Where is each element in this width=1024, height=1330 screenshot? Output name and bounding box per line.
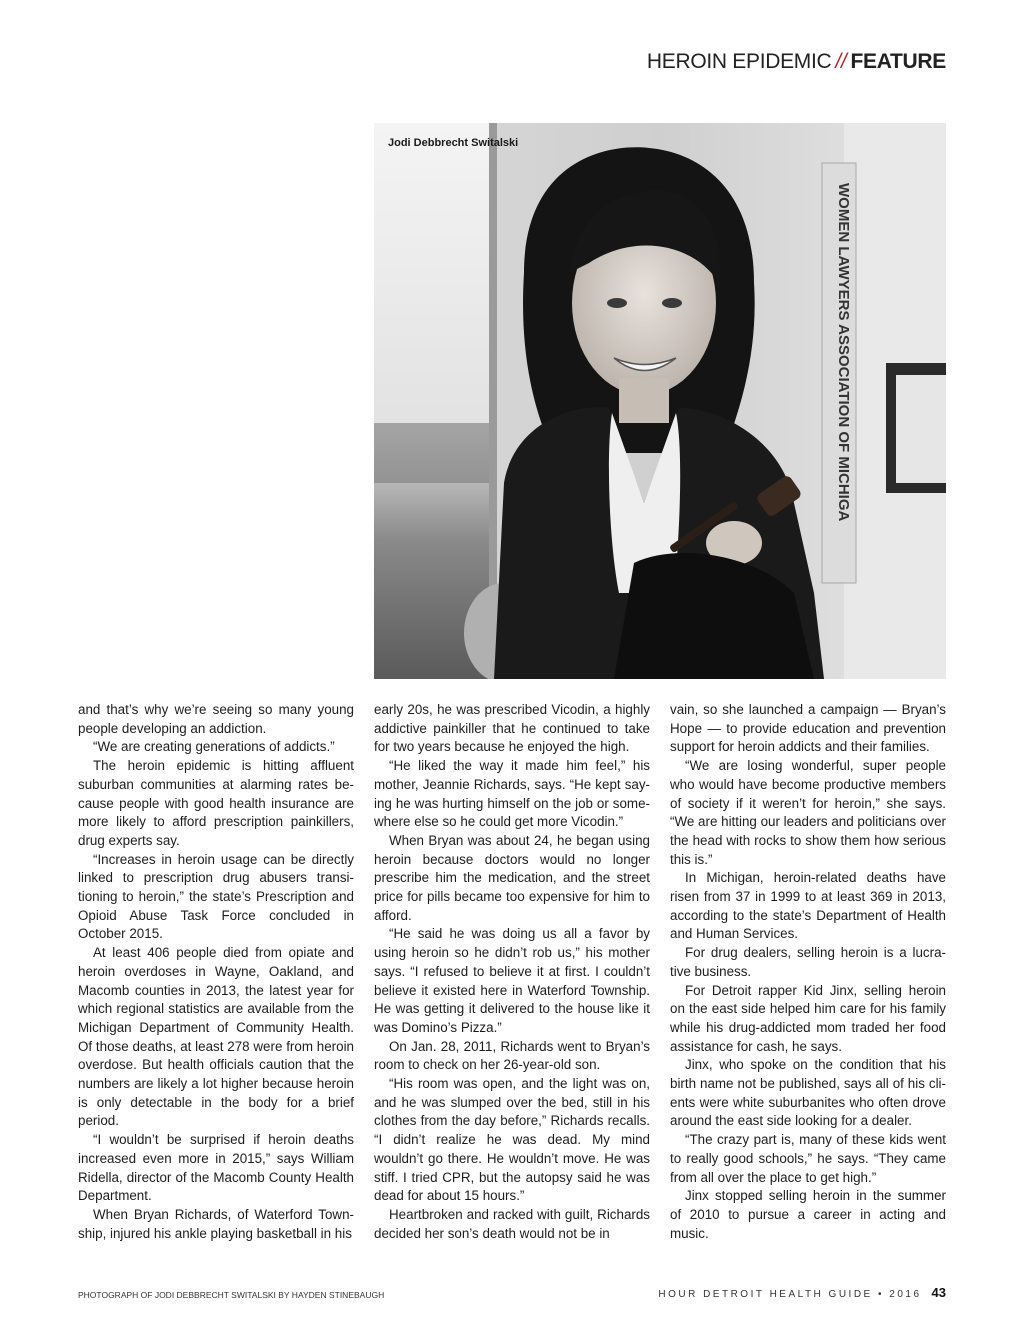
photo-caption: Jodi Debbrecht Switalski xyxy=(388,137,519,149)
paragraph: In Michigan, heroin-related deaths have risen from 37 in 1999 to at least 369 in 2013, according to the state’s Department of Health and Human Services. xyxy=(670,870,946,942)
paragraph: “He liked the way it made him feel,” his mother, Jeannie Richards, says. “He kept saying he was hurting himself on the job or somewhere else so he could get more Vicodin.” xyxy=(374,758,650,830)
article-column-1 xyxy=(78,701,354,1243)
paragraph: Jinx stopped selling heroin in the summer of 2010 to pursue a career in acting and music. xyxy=(670,1188,946,1241)
article-column-2 xyxy=(374,701,650,1243)
article-column-3 xyxy=(670,701,946,1243)
paragraph: early 20s, he was prescribed Vicodin, a highly addictive painkiller that he continued to take for two years because he enjoyed the high. xyxy=(374,702,650,755)
photo-credit: PHOTOGRAPH OF JODI DEBBRECHT SWITALSKI BY HAYDEN STINEBAUGH xyxy=(78,1290,385,1300)
page-footer xyxy=(658,1285,946,1300)
section-header xyxy=(647,50,946,74)
feature-label: FEATURE xyxy=(850,50,946,73)
paragraph: “We are losing wonderful, super people who would have become productive members of society if it weren’t for heroin,” she says. “We are hitting our leaders and politicians over the head with rocks to show them how serious this is.” xyxy=(670,758,946,867)
section-title: HEROIN EPIDEMIC xyxy=(646,50,832,73)
paragraph: vain, so she launched a campaign — Bryan’s Hope — to provide education and prevention support for heroin addicts and their families. xyxy=(670,702,946,755)
paragraph: When Bryan was about 24, he began using heroin because doctors would no longer prescribe him the medication, and the street price for pills became too expensive for him to afford. xyxy=(374,832,650,923)
paragraph: “His room was open, and the light was on, and he was slumped over the bed, still in his clothes from the day before,” Richards recalls. “I didn’t realize he was dead. My mind wouldn’t go there. He wouldn’t move. He was stiff. I tried CPR, but the autopsy said he was dead for about 15 hours.” xyxy=(374,1076,650,1204)
banner-text: WOMEN LAWYERS ASSOCIATION OF MICHIGA xyxy=(835,183,852,522)
paragraph: “He said he was doing us all a favor by using heroin so he didn’t rob us,” his mother says. “I refused to believe it at first. I couldn’t believe it existed here in Waterford Township. He was getting it delivered to the house like it was Domino’s Pizza.” xyxy=(374,926,650,1035)
paragraph: and that’s why we’re seeing so many young people developing an addiction. xyxy=(78,702,354,736)
page-number: 43 xyxy=(931,1285,946,1300)
paragraph: “Increases in heroin usage can be directly linked to prescription drug abusers transitioning to heroin,” the state’s Prescription and Opioid Abuse Task Force concluded in October 2015. xyxy=(78,851,354,942)
paragraph: Jinx, who spoke on the condition that his birth name not be published, says all of his clients were white suburbanites who often drove around the east side looking for a dealer. xyxy=(670,1057,946,1129)
paragraph: On Jan. 28, 2011, Richards went to Bryan’s room to check on her 26-year-old son. xyxy=(374,1038,650,1073)
portrait-illustration xyxy=(374,123,946,679)
paragraph: For drug dealers, selling heroin is a lucrative business. xyxy=(670,945,946,979)
paragraph: Heartbroken and racked with guilt, Richards decided her son’s death would not be in xyxy=(374,1206,650,1241)
portrait-photo xyxy=(374,123,946,679)
publication-name: HOUR DETROIT HEALTH GUIDE • 2016 xyxy=(658,1289,922,1300)
paragraph: “The crazy part is, many of these kids went to really good schools,” he says. “They came from all over the place to get high.” xyxy=(670,1132,946,1185)
paragraph: When Bryan Richards, of Waterford Township, injured his ankle playing basketball in his xyxy=(78,1206,354,1241)
paragraph: “I wouldn’t be surprised if heroin deaths increased even more in 2015,” says William Ridella, director of the Macomb County Health Department. xyxy=(78,1132,354,1204)
header-separator: // xyxy=(835,50,847,73)
paragraph: The heroin epidemic is hitting affluent suburban communities at alarming rates because people with good health insurance are more likely to afford prescription painkillers, drug experts say. xyxy=(78,758,354,848)
paragraph: For Detroit rapper Kid Jinx, selling heroin on the east side helped him care for his family while his drug-addicted mom traded her food assistance for cash, he says. xyxy=(670,982,946,1054)
paragraph: “We are creating generations of addicts.” xyxy=(93,739,335,755)
paragraph: At least 406 people died from opiate and heroin overdoses in Wayne, Oakland, and Macomb counties in 2013, the latest year for which regional statistics are available from the Michigan Department of Community Health. Of those deaths, at least 278 were from heroin overdose. But health officials caution that the numbers are likely a lot higher because heroin is only detectable in the body for a brief period. xyxy=(78,945,354,1129)
